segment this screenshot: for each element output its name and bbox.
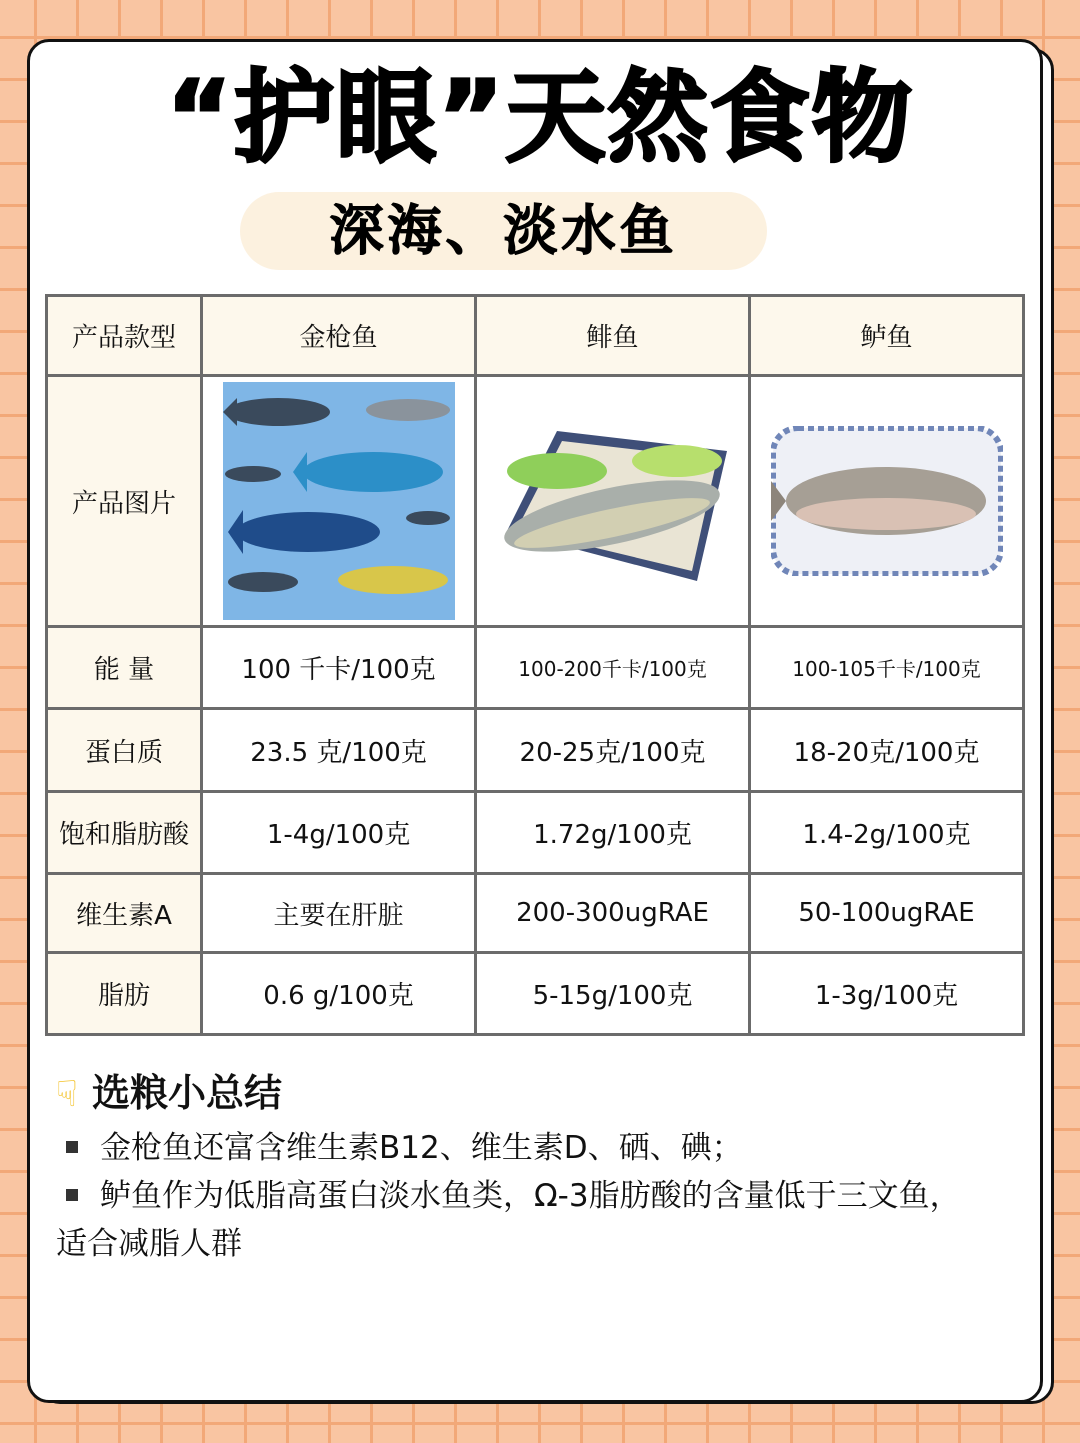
header-cell: 金枪鱼 xyxy=(202,296,476,376)
row-label: 产品图片 xyxy=(47,376,202,627)
bullet-text: 鲈鱼作为低脂高蛋白淡水鱼类，Ω-3脂肪酸的含量低于三文鱼， xyxy=(100,1178,961,1214)
table-row xyxy=(47,627,1024,709)
cell: 0.6 g/100克 xyxy=(202,953,476,1035)
table-header-row xyxy=(47,296,1024,376)
header-cell: 鲈鱼 xyxy=(750,296,1024,376)
cell: 1-4g/100克 xyxy=(202,792,476,874)
comparison-table xyxy=(45,294,1025,1036)
table-row xyxy=(47,709,1024,792)
bullet-text-continuation: 适合减脂人群 xyxy=(56,1226,242,1262)
table-row xyxy=(47,953,1024,1035)
bullet-item xyxy=(56,1172,1016,1268)
cell: 200-300ugRAE xyxy=(476,874,750,953)
summary-title: 选粮小总结 xyxy=(92,1071,283,1115)
herring-image xyxy=(497,411,729,591)
table-row xyxy=(47,874,1024,953)
perch-image xyxy=(771,426,1003,576)
cell: 1.72g/100克 xyxy=(476,792,750,874)
cell: 主要在肝脏 xyxy=(202,874,476,953)
cell: 100-200千卡/100克 xyxy=(476,627,750,709)
header-cell: 产品款型 xyxy=(47,296,202,376)
row-label: 蛋白质 xyxy=(47,709,202,792)
tuna-image xyxy=(223,382,455,620)
subtitle-pill: 深海、淡水鱼 xyxy=(240,192,767,270)
cell: 50-100ugRAE xyxy=(750,874,1024,953)
tuna-image-cell xyxy=(202,376,476,627)
cell: 23.5 克/100克 xyxy=(202,709,476,792)
bullet-square-icon xyxy=(66,1141,78,1153)
row-label: 饱和脂肪酸 xyxy=(47,792,202,874)
bullet-text: 金枪鱼还富含维生素B12、维生素D、硒、碘； xyxy=(100,1130,743,1166)
summary-heading xyxy=(56,1062,282,1117)
cell: 18-20克/100克 xyxy=(750,709,1024,792)
row-label: 脂肪 xyxy=(47,953,202,1035)
cell: 1-3g/100克 xyxy=(750,953,1024,1035)
row-label: 能 量 xyxy=(47,627,202,709)
row-label: 维生素A xyxy=(47,874,202,953)
cell: 100-105千卡/100克 xyxy=(750,627,1024,709)
cell: 20-25克/100克 xyxy=(476,709,750,792)
herring-image-cell xyxy=(476,376,750,627)
bullet-square-icon xyxy=(66,1189,78,1201)
table-row-images xyxy=(47,376,1024,627)
perch-image-cell xyxy=(750,376,1024,627)
bullet-item xyxy=(56,1124,1016,1172)
header-cell: 鲱鱼 xyxy=(476,296,750,376)
page-title: “护眼”天然食物 xyxy=(166,59,914,176)
cell: 1.4-2g/100克 xyxy=(750,792,1024,874)
cell: 5-15g/100克 xyxy=(476,953,750,1035)
pointing-down-hand-icon: ☟ xyxy=(56,1074,78,1115)
table-row xyxy=(47,792,1024,874)
cell: 100 千卡/100克 xyxy=(202,627,476,709)
